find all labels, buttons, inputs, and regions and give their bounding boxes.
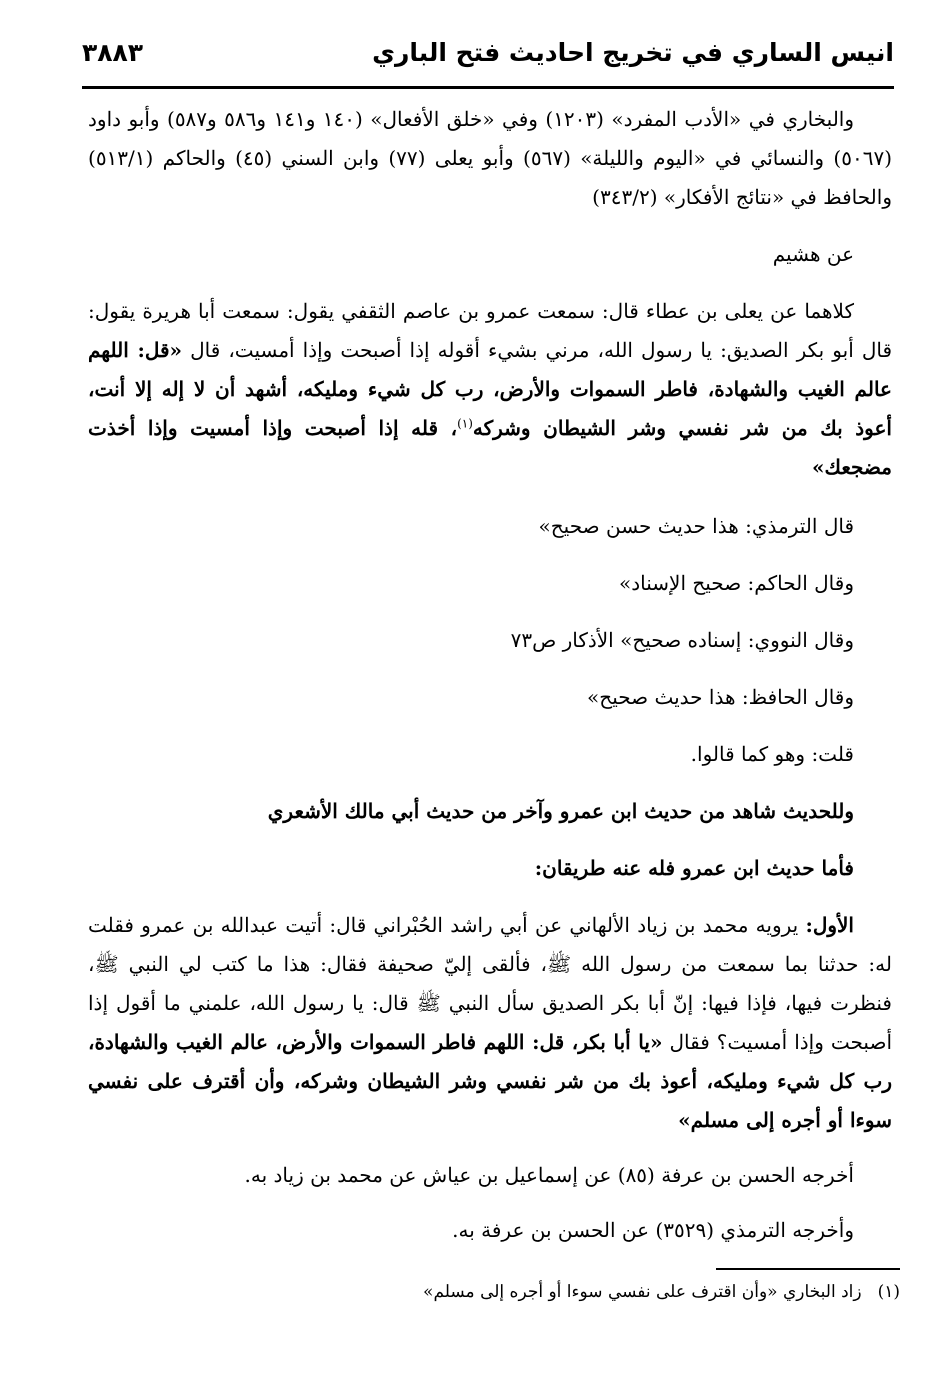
main-text — [88, 100, 892, 1250]
paragraph-takhrij-sources: والبخاري في «الأدب المفرد» (١٢٠٣) وفي «خلق الأفعال» (١٤٠ و١٤١ و٥٨٦ و٥٨٧) وأبو داود (٥٠٦٧) والنسائي في «اليوم والليلة» (٥٦٧) وأبو يعلى (٧٧) وابن السني (٤٥) والحاكم (٥١٣/١) والحافظ في «نتائج الأفكار» (٣٤٣/٢) — [88, 107, 892, 209]
paragraph-shawahid: وللحديث شاهد من حديث ابن عمرو وآخر من حديث أبي مالك الأشعري — [267, 799, 854, 823]
first-route-label: الأول: — [805, 913, 854, 937]
footnote-text: زاد البخاري «وأن اقترف على نفسي سوءا أو أجره إلى مسلم» — [423, 1282, 862, 1302]
header-divider — [82, 86, 894, 89]
running-header — [82, 30, 894, 88]
paragraph-hafiz-grading: وقال الحافظ: هذا حديث صحيح» — [587, 685, 854, 709]
paragraph-hadith-abu-hurayra — [88, 292, 892, 487]
paragraph-ibn-arafa-takhrij: أخرجه الحسن بن عرفة (٨٥) عن إسماعيل بن عياش عن محمد بن زياد به. — [244, 1163, 854, 1187]
paragraph-first-route — [88, 906, 892, 1140]
paragraph-two-routes: فأما حديث ابن عمرو فله عنه طريقان: — [534, 856, 854, 880]
page-number: ٣٨٨٣ — [82, 38, 144, 67]
first-route-chain: يرويه محمد بن زياد الألهاني عن أبي راشد الحُبْراني قال: أتيت عبدالله بن عمرو فقلت له: حدثنا بما سمعت من رسول الله ﷺ، فألقى إليّ صحيفة فقال: هذا ما كتب لي النبي ﷺ، فنظرت فيها، فإذا فيها: إنّ أبا بكر الصديق سأل النبي ﷺ قال: يا رسول الله، علمني ما أقول إذا أصبحت وإذا أمسيت؟ فقال — [88, 913, 893, 1054]
footnote-marker[interactable]: (١) — [457, 416, 473, 431]
footnote — [96, 1276, 900, 1308]
hadith-chain-text: كلاهما عن يعلى بن عطاء قال: سمعت عمرو بن عاصم الثقفي يقول: سمعت أبا هريرة يقول: قال أبو بكر الصديق: يا رسول الله، مرني بشيء أقوله إذا أصبحت وإذا أمسيت، قال — [88, 299, 892, 362]
paragraph-hakim-grading: وقال الحاكم: صحيح الإسناد» — [619, 571, 854, 595]
first-route-matn: «يا أبا بكر، قل: اللهم فاطر السموات والأرض، عالم الغيب والشهادة، رب كل شيء ومليكه، أعوذ بك من شر نفسي وشر الشيطان وشركه، وأن أقترف على نفسي سوءا أو أجره إلى مسلم» — [88, 1030, 892, 1132]
hadith-matn-part-1: «قل: اللهم عالم الغيب والشهادة، فاطر السموات والأرض، رب كل شيء ومليكه، أشهد أن لا إله إلا أنت، أعوذ بك من شر نفسي وشر الشيطان وشركه — [88, 338, 892, 440]
paragraph-tirmidhi-grading: قال الترمذي: هذا حديث حسن صحيح» — [538, 514, 854, 538]
paragraph-an-hushaym: عن هشيم — [772, 242, 854, 266]
footnote-divider — [716, 1268, 900, 1270]
paragraph-nawawi-grading: وقال النووي: إسناده صحيح» الأذكار ص٧٣ — [510, 628, 854, 652]
paragraph-tirmidhi-takhrij: وأخرجه الترمذي (٣٥٢٩) عن الحسن بن عرفة به. — [452, 1218, 854, 1242]
footnote-number: (١) — [877, 1282, 900, 1302]
book-title: انيس الساري في تخريج احاديث فتح الباري — [372, 38, 894, 67]
paragraph-author-comment: قلت: وهو كما قالوا. — [690, 742, 854, 766]
hadith-matn-part-2: ، قله إذا أصبحت وإذا أمسيت وإذا أخذت مضجعك» — [88, 416, 892, 479]
